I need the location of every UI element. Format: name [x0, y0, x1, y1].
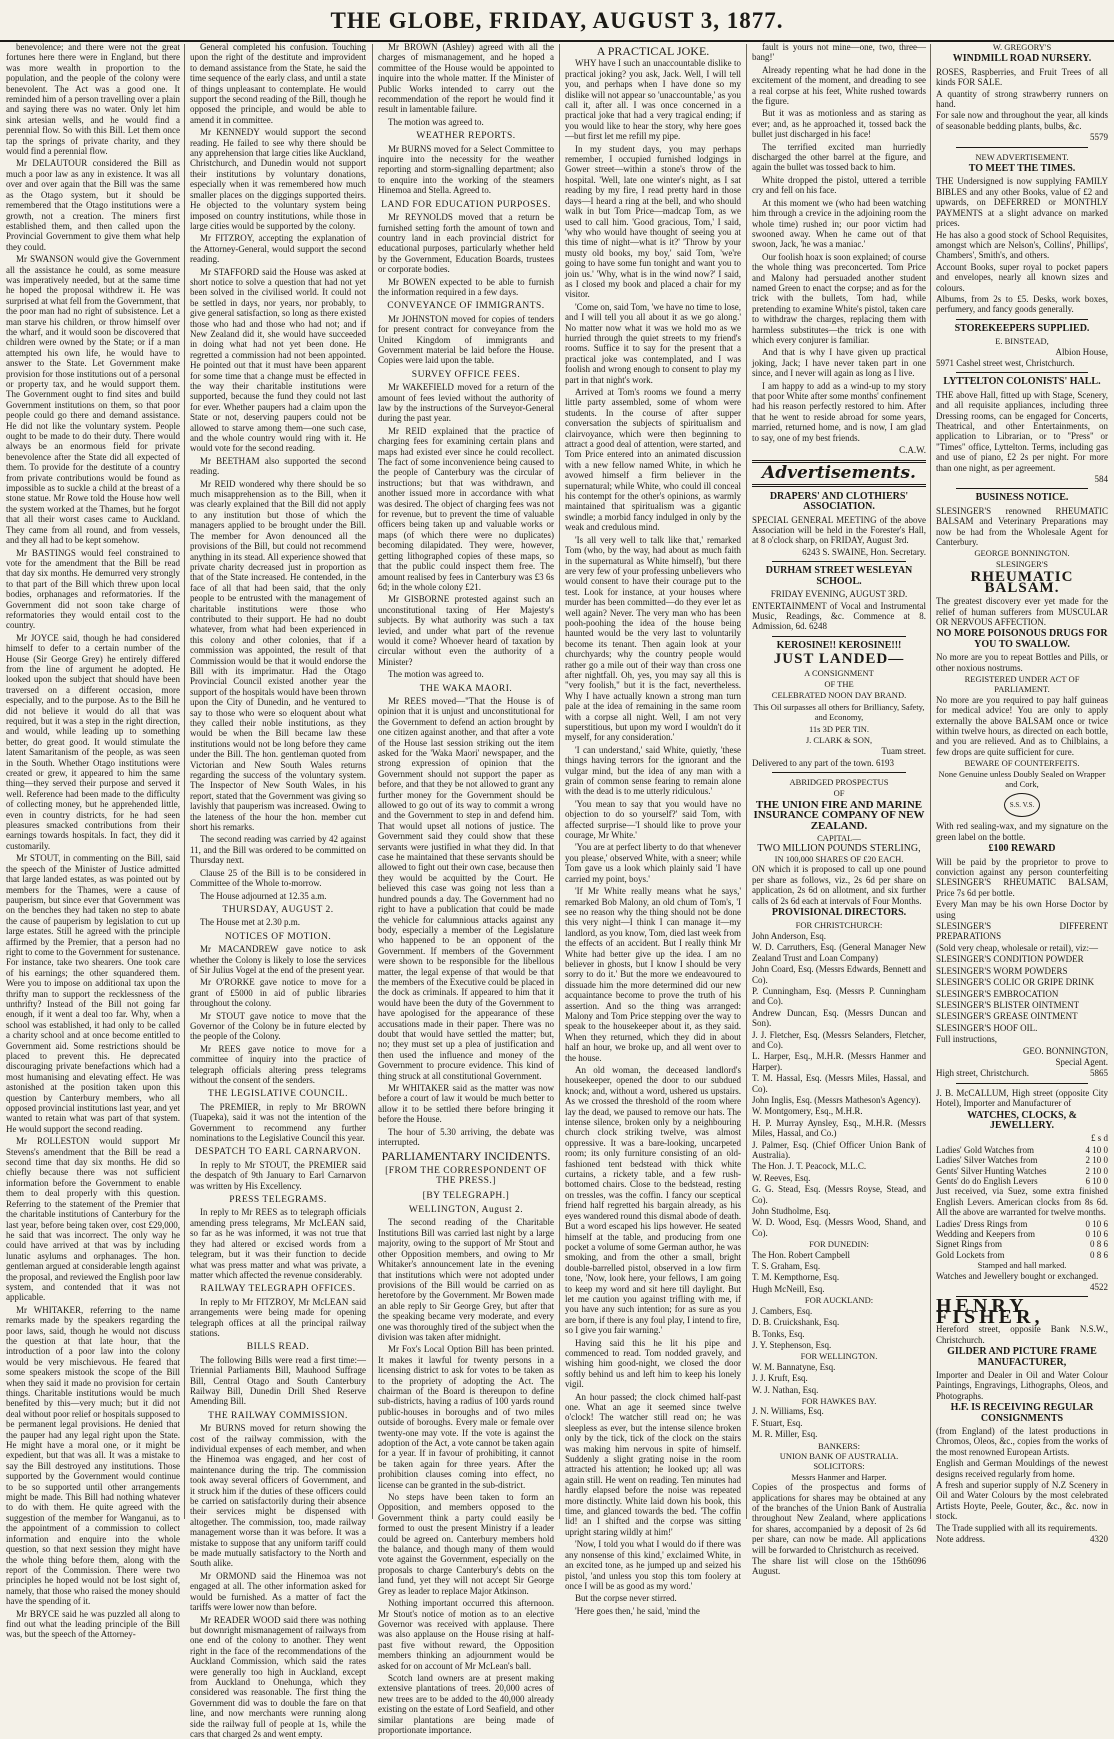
- director-name: L. Harper, Esq., M.H.R. (Messrs Hanmer and Harper).: [752, 1051, 926, 1072]
- union-title: THE UNION FIRE AND MARINE INSURANCE COMPANY OF NEW ZEALAND.: [752, 800, 926, 831]
- price-item: Ladies' Dress Rings from: [936, 1219, 1027, 1229]
- paragraph: Mr REID explained that the practice of charging fees for examining certain plans and maps had existed ever since he could recollect. The fact of some inconvenience being caused to the people of Canterbury was the circular of instructions; but that was withdrawn, and another issued more in accordance with what was desired. The object of charging fees was not for revenue, but to prevent the time of valuable officers being taken up and valuable works or maps (of which there were no duplicates) becoming dilapidated. They were, however, getting lithographed copies of these maps, so that the public could inspect them free. The amount realised by fees in Canterbury was £3 6s 6d; in the whole colony £21.: [378, 426, 554, 593]
- director-name: T. M. Hassal, Esq. (Messrs Miles, Hassal, and Co).: [752, 1073, 926, 1094]
- business-notice-ad: [936, 493, 1108, 1078]
- solicitors-label: SOLICITORS:: [752, 1461, 926, 1471]
- paragraph: Mr STAFFORD said the House was asked at short notice to solve a question that had not yet been solved in the civilised world. It could not be settled in days, nor years, nor probably, to give general satisfaction, so long as there existed those who had and those who had not; and if New Zealand did it, she would have succeeded in doing what had not yet been done. He regretted a commission had not been appointed. He pointed out that it must have been apparent for some time that a change must be effected in the way their charitable institutions were supported, because the fund they could not last for ever. Whether paupers had a claim upon the State or not, deserving paupers could not be allowed to starve among them—one such case, and the whole country would ring with it. He would vote for the second reading.: [190, 267, 366, 454]
- story-continuation: [752, 42, 926, 455]
- paragraph: 'Here goes then,' he said, 'mind the: [565, 1606, 741, 1616]
- paragraph: Mr BOWEN expected to be able to furnish the information required in a few days.: [378, 277, 554, 298]
- paragraph: The motion was agreed to.: [378, 669, 554, 679]
- paragraph: Mr REID wondered why there should be so much misapprehension as to the Bill, when it was clearly explained that the Bill did not apply to any institution but those of which the managers applied to be brought under the Bill. The member for Avon denounced all the provisions of the Bill, but could not recommend anything in its stead. All experience showed that private charity decreased just in proportion as that of the State increased. He contended, in the face of all that had been said, that the only people to be entrusted with the management of charitable institutions were those who contributed to their support. He had no doubt whatever, from what had been experienced in this colony and other colonies, that if a commission was appointed, the result of that Commission would be that it would endorse the Bill with its imprimatur. Had the Otago Provincial Council existed another year the support of the hospitals would have been thrown upon the City of Dunedin, and he ventured to say to those who were so eloquent about what they called their noble institutions, as they would be when the Bill became law these institutions would not be long before they came under the Bill. The hon. gentleman quoted from Victorian and New South Wales returns regarding the success of the voluntary system. The Inspector of New South Wales, in his report, stated that the Government was giving so lavishly that pauperism was increased. Owing to the lateness of the hour the hon. member cut short his remarks.: [190, 479, 366, 833]
- column-4: [565, 42, 741, 1522]
- instructions: Full instructions,: [936, 1034, 1108, 1044]
- lyttelton-body: THE above Hall, fitted up with Stage, Scenery, and all requisite appliances, including three Dressing rooms, can be engaged for Concerts, Theatrical, and other Entertainments, on application to Librarian, or to "Press" or "Times" office, Lyttelton. Terms, including gas and use of piano, £2 2s per night. For more than one night, as per agreement.: [936, 390, 1108, 473]
- store-name: E. BINSTEAD,: [936, 336, 1108, 346]
- times-body-2: He has also a good stock of School Requisites, amongst which are Nelson's, Collins', Phillips', Chambers', Smith's, and others.: [936, 230, 1108, 261]
- paragraph: Mr JOHNSTON moved for copies of tenders for present contract for conveyance from the United Kingdom of immigrants and Government material be laid before the House. Copies were laid upon the table.: [378, 314, 554, 366]
- paragraph: Mr BROWN (Ashley) agreed with all the charges of mismanagement, and he hoped a committee of the House would be appointed to inquire into the whole matter. If the Minister of Public Works intended to carry out the recommendation of the report he would find it result in lamentable failure.: [378, 42, 554, 115]
- paragraph: The second reading of the Charitable Institutions Bill was carried last night by a large majority, owing to the support of Mr Stout and other Opposition members, and owing to Mr Whitaker's announcement late in the evening that institutions which were not adopted under provisions of the Bill would be carried on as heretofore by the Government. Mr Bowen made an able reply to Sir George Grey, but after that the speaking became very moderate, and every one was thoroughly tired of the subject when the division was taken after midnight.: [378, 1217, 554, 1342]
- paragraph: White dropped the pistol, uttered a terrible cry and fell on his face.: [752, 175, 926, 196]
- paragraph: Nothing important occurred this afternoon. Mr Stout's notice of motion as to an elective Governor was received with applause. There was also applause on the House rising at half-past five without reward, the Opposition members thinking an adjournment would be asked for on account of Mr McLean's ball.: [378, 1598, 554, 1671]
- kerosine-of: OF THE: [752, 679, 926, 689]
- price-row: [936, 1219, 1108, 1229]
- director-name: M. R. Miller, Esq.: [752, 1429, 926, 1439]
- paragraph: 'Come on, said Tom, 'we have no time to lose, and I will tell you all about it as we go along.' No matter now what it was we hold mo as we hurried through the quiet streets to my friend's rooms. Suffice it to say for the present that a practical joke was contemplated, and I was foolish and wrong enough to consent to play my part in that night's work.: [565, 302, 741, 385]
- business-name: GEORGE BONNINGTON.: [936, 548, 1108, 558]
- kerosine-sign: J. CLARK & SON,: [752, 735, 926, 745]
- paragraph: Our foolish hoax is soon explained; of course the whole thing was preconcerted. Tom Price and Malony had persuaded another student named Green to enact the corpse; and as for the trick with the bullets, Tom had, while pretending to examine White's pistol, taken care to withdraw the charges, replacing them with harmless substitutes—the trick is one with which every conjurer is familiar.: [752, 252, 926, 346]
- rheumatic-line-2: No more are you required to pay half guineas for medical advice! You are only to apply externally the above BALSAM once or twice within twelve hours, as directed on each bottle, and you are relieved. And as to Chilblains, a few drops are quite sufficient for cure.: [936, 695, 1108, 757]
- bonnington-sign: GEO. BONNINGTON,: [936, 1046, 1108, 1056]
- price-value: 2 10 0: [1086, 1155, 1109, 1165]
- fisher-title: GILDER AND PICTURE FRAME MANUFACTURER,: [936, 1347, 1108, 1368]
- kerosine-consignment: A CONSIGNMENT: [752, 668, 926, 678]
- gregory-body-3: For sale now and throughout the year, all kinds of seasonable bedding plants, bulbs, &c.: [936, 110, 1108, 131]
- bonnington-number: 5865: [1090, 1068, 1108, 1078]
- section-heading: THE WAKA MAORI.: [378, 684, 554, 694]
- section-heading: LAND FOR EDUCATION PURPOSES.: [378, 200, 554, 210]
- paragraph: Mr STOUT, in commenting on the Bill, said the speech of the Minister of Justice admitted that large landed estates, as was pointed out by members for the Thames, were a cause of pauperism, but since ever that Government was on the benches they had taken no step to abate the cause of pauperism by legislation to cut up large estates. Still he agreed with the principle affirmed by the Premier, that a person had no right to come to the Government for sustenance. For instance, take two shearers. One took care of his earnings; the other squandered them. Were you to impose on additional tax upon the thrifty man to support the recklessness of the unthrifty? Instead of the Bill not going far enough, if it went a deal too far. Why, when a school was established, it had only to be called a charity school and at once become entitled to Government aid. Some restrictions should be placed to prevent this. He deprecated discouraging private benefactions which had a most humanising and elevating effect. He was astonished at the position taken upon this question by Canterbury members, who all opposed provincial institutions last year, and yet wanted to retain what was part of that system. He would support the second reading.: [6, 853, 180, 1134]
- paragraph: Mr SWANSON would give the Government all the assistance he could, as some measure was imperatively needed, but at the same time he hoped the proposal withdrew it. He was surprised at what fell from the Government, that the poor man had no right of subsistence. Let a man starve his children, or throw himself over the wharf, and it would soon be discovered that children were owned by the State; or if a man attempted his own life, he would have to answer to the State. Let Government make provision for those institutions out of a personal or property tax, and he would support them. The Government ought to find sites and build Government institutions on them, so that poor people could go there and demand assistance. He did not like the voluntary system. People ought to be made to do their duty. There would always be an enormous field for private benevolence after the State did all expected of them. To provide for the destitute of a country from private contributions would be found as impossible as to suckle a child at the breast of a stone statue. Mr Rowe told the House how well the system worked at the Thames, but he forgot that all their worst cases came to Auckland. They came from all round, and from vessels, and they all had to be kept somehow.: [6, 254, 180, 545]
- paragraph: In reply to Mr STOUT, the PREMIER said the despatch of 9th January to Earl Carnarvon was written by His Excellency.: [190, 1160, 366, 1191]
- kerosine-price: 11s 3D PER TIN.: [752, 724, 926, 734]
- paragraph: 'Is all very well to talk like that,' remarked Tom (who, by the way, had about as much faith in the supernatural as White himself), 'but there are very few of your professing unbelievers who would consent to have their courage put to the test. Look for instance, at your houses where murder has been committed—do they ever let as well again? Never. The very man who has been pooh-poohing the idea of the house being haunted would be the very last to voluntarily become its tenant. Then again look at your churchyards; why the country people would rather go a mile out of their way than cross one after nightfall. Oh, yes, you may say all this is "very foolish," but it is the fact, nevertheless. Why I have actually known a strong man turn pale at the idea of remaining in the same room with a corpse all night. Well, I am not very superstitious, but upon my word I wouldn't do it myself, for any consideration.': [565, 535, 741, 743]
- paragraph: Mr WHITAKER, referring to the name remarks made by the speakers regarding the poor laws, said, though he would not discuss the question at that late hour, that the introduction of a poor law into the colony would be very mischievous. He feared that some speakers mistook the scope of the Bill when they said it made no provision for certain things. Charitable institutions would be much benefited by this—very much; but it did not deal without poor relief or hospitals supposed to be permanent legal provisions. He denied that the pauper had any legal right upon the State. He might have a moral one, or it might be expedient, but that was all. It was a mistake to say the Bill destroyed any institutions. Those supported by the Government would continue to be so supported until other arrangements might be made. This Bill had nothing whatever to do with them. He quite agreed with the suggestion of the member for Wanganui, as to the appointment of a commission to collect information and enquire into the whole question, so that next session they might have the whole thing before them, along with the report of the Commission. There were two principles he hoped would not be lost sight of, namely, that those who raised the money should have the spending of it.: [6, 1305, 180, 1607]
- auckland-directors: [752, 1306, 926, 1351]
- prospectus-title: ABRIDGED PROSPECTUS: [752, 777, 926, 787]
- kerosine-street: Tuam street.: [752, 746, 926, 756]
- kerosine-title: KEROSINE!! KEROSINE!!!: [752, 641, 926, 651]
- section-heading: WELLINGTON, August 2.: [378, 1205, 554, 1215]
- price-value: 6 10 0: [1086, 1176, 1109, 1186]
- business-body: SLESINGER'S renowned RHEUMATIC BALSAM and Veterinary Preparations may now be had from the Wholesale Agent for Canterbury.: [936, 506, 1108, 548]
- slesinger-title: SLESINGER'S: [936, 559, 1108, 569]
- section-heading: THE LEGISLATIVE COUNCIL.: [190, 1089, 366, 1099]
- horse-doctor: Every Man may be his own Horse Doctor by using: [936, 899, 1108, 920]
- paragraph: Arrived at Tom's rooms we found a merry little party assembled, some of whom were students. In the course of after supper conversation the subjects of spiritualism and clairvoyance, which were then beginning to attract a good deal of attention, were started, and Tom Price entered into an animated discussion with a new fellow named White, in which he avowed himself a firm believer in the supernatural; while White, who could ill conceal his contempt for the other's opinions, as warmly maintained that spiritualism was a gigantic swindle; a morbid fancy indulged in only by the weak and credulous mind.: [565, 387, 741, 533]
- store-address: 5971 Cashel street west, Christchurch.: [936, 358, 1108, 368]
- paragraph: Mr KENNEDY would support the second reading. He failed to see why there should be any apprehension that large cities like Auckland, Christchurch, and Dunedin would not support their institutions by voluntary donations, especially when it was remembered how much smaller places on the diggings supported theirs. He objected to the voluntary system being imposed on country institutions, while those in large cities would be supported by the colony.: [190, 127, 366, 231]
- price-value: 0 8 6: [1090, 1250, 1108, 1260]
- paragraph: Mr WHITAKER said as the matter was now before a court of law it would be much better to allow it to be settled there before bringing it before the House.: [378, 1083, 554, 1125]
- for-christchurch: FOR CHRISTCHURCH:: [752, 920, 926, 930]
- paragraph: Mr JOYCE said, though he had considered himself to defer to a certain number of the House (Sir George Grey) he entirely differed from the line of argument he adopted. He looked upon the subject that should have been traversed on a different occasion, more especially, and to the purpose. As to the Bill he did not believe it would do all that was required, but it was a step in the right direction, and would, while leading up to something better, do great good. It would stimulate the latent Samaritanism of the people, as was seen in the South. Whether Otago institutions were created or grew, it appeared to him the same thing—they served their purpose and served it well. Reference had been made to the difficulty of collecting money, but he apprehended little, even in country districts, for he had seen pleasures smacked contributions from their earnings towards hospitals. In fact, they did it customarily.: [6, 633, 180, 852]
- divider: [772, 772, 906, 773]
- paragraph: The House met at 2.30 p.m.: [190, 917, 366, 927]
- section-heading: PRESS TELEGRAMS.: [190, 1195, 366, 1205]
- paragraph: The second reading was carried by 42 against 11, and the Bill was ordered to be committed on Thursday next.: [190, 834, 366, 865]
- paragraph: The motion was agreed to.: [378, 117, 554, 127]
- paragraph: Mr BASTINGS would feel constrained to vote for the amendment that the Bill be read that day six months. He demurred very strongly to that part of the Bill which threw upon local bodies, orphanages and reformatories. If the Government did not soon take charge of reformatories they would entail cost to the country.: [6, 548, 180, 631]
- stamped: Stamped and hall marked.: [936, 1260, 1108, 1270]
- director-name: W. Montgomery, Esq., M.H.R.: [752, 1106, 926, 1116]
- price-item: Gold Lockets from: [936, 1250, 1004, 1260]
- dunedin-directors: [752, 1250, 926, 1295]
- gregory-ad: [936, 42, 1108, 143]
- paragraph: Mr ROLLESTON would support Mr Stevens's amendment that the Bill be read a second time that day six months. He did so chiefly because there was not sufficient information before the Government to enable them to deal properly with this question. Referring to the statement of the Premier that the charitable institutions of Canterbury for the last year, before being taken over, cost £29,000, he said that was incorrect. The only way he could have arrived at that was by including lunatic asylums and orphanages. The hon. gentleman argued at considerable length against the proposal, and reviewed the English poor law system, and contended that it was not applicable.: [6, 1136, 180, 1303]
- price-list: [936, 1219, 1108, 1261]
- paragraph: An old woman, the deceased landlord's housekeeper, opened the door to our subdued knock; and, without a word, ushered us upstairs. As we crossed the threshold of the room where lay the dead, we paused to remove our hats. The intense silence, broken only by a neighbouring church clock striking twelve, was almost oppressive. It was a bare-looking, uncarpeted room; its only furniture consisting of an old-fashioned tent bedstead with thick white curtains, a rickety table, and a few rush-bottomed chairs. Close to the bedstead, resting on tressles, was the coffin. I fancy our sceptical friend half regretted his bargain already, as his eyes wandered round this dismal abode of death. But a word escaped his lips however. He seated himself at the table, and producing from one pocket a volume of some German author, he was smoking, and from the other a small, bright double-barrelled pistol, observed in a low firm tone, 'Now, look here, your fellows, I am going to keep my word and sit here till daylight. But let me caution you against trifling with me, if you have any such intention; for as sure as you are born, if there is any foul play, I intend to fire, so I give you fair warning.': [565, 1065, 741, 1336]
- bankers-label: BANKERS:: [752, 1441, 926, 1451]
- times-body: THE Undersigned is now supplying FAMILY BIBLES and any other Books, value of £2 and upwards, on DEFERRED or MONTHLY PAYMENTS at a slight advance on marked prices.: [936, 176, 1108, 228]
- paragraph: At this moment we (who had been watching him through a crevice in the adjoining room the whole time) rushed in; our poor victim had swooned away. When he came out of that swoon, Jack, 'he was a maniac.': [752, 198, 926, 250]
- paragraph: Mr WAKEFIELD moved for a return of the amount of fees levied without the authority of law by the instructions of the Surveyor-General during the past year.: [378, 382, 554, 424]
- paragraph: But it was as motionless and as staring as ever; and, as he approached it, tossed back the bullet just discharged in his face!: [752, 108, 926, 139]
- new-advertisement: NEW ADVERTISEMENT.: [936, 152, 1108, 162]
- lyttelton-title: LYTTELTON COLONISTS' HALL.: [936, 377, 1108, 387]
- paragraph: fault is yours not mine—one, two, three—bang!': [752, 42, 926, 63]
- christchurch-directors: [752, 931, 926, 1238]
- paragraph: The House adjourned at 12.35 a.m.: [190, 891, 366, 901]
- section-heading: THURSDAY, AUGUST 2.: [190, 905, 366, 915]
- bonnington-agent: Special Agent.: [936, 1057, 1108, 1067]
- price-value: 0 8 6: [1090, 1239, 1108, 1249]
- lyttelton-ad: [936, 377, 1108, 484]
- paragraph: WHY have I such an unaccountable dislike to practical joking? you ask, Jack. Well, I will tell you, and perhaps when I have done so my dislike will not appear so 'unaccountable,' as you call it, after all. I was once concerned in a practical joke that had a very tragical ending; if you would like to hear the story, why here goes—but first let me refill my pipe.: [565, 58, 741, 141]
- director-name: W. J. Nathan, Esq.: [752, 1385, 926, 1395]
- for-wellington: FOR WELLINGTON.: [752, 1351, 926, 1361]
- preparation-item: SLESINGER'S GREASE OINTMENT: [936, 1011, 1108, 1021]
- drapers-sign: 6243 S. SWAINE, Hon. Secretary.: [752, 547, 926, 557]
- gregory-number: 5579: [936, 132, 1108, 142]
- director-name: W. Reeves, Esq.: [752, 1173, 926, 1183]
- fisher-address: Hereford street, opposite Bank N.S.W., Christchurch.: [936, 1324, 1108, 1345]
- union-body: ON which it is proposed to call up one pound per share as follows, viz., 2s 6d per share on application, 2s 6d on allotment, and six further calls of 2s 6d each at intervals of Four Months.: [752, 864, 926, 906]
- paragraph: 'You mean to say that you would have no objection to do so yourself?' said Tom, with affected surprise—'I should like to prove your courage, Mr White.': [565, 799, 741, 841]
- hf-body-4: The Trade supplied with all its requirements.: [936, 1523, 1108, 1533]
- paragraph: 'Now, I told you what I would do if there was any nonsense of this kind,' exclaimed White, in an excited tone, as he jumped up and seized his pistol, 'and unless you stop this tom foolery at once I will be as good as my word.': [565, 1539, 741, 1591]
- section-heading: BILLS READ.: [190, 1342, 366, 1352]
- price-item: Gents' Silver Hunting Watches: [936, 1166, 1046, 1176]
- paragraph: Mr BURNS moved for return showing the cost of the railway commission, with the individual expenses of each member, and when the Hinemoa was engaged, and her cost of maintenance during the trip. The commission took away several officers of Government, and it struck him if the duties of these officers could be carried on satisfactorily during their absence their services might be dispensed with altogether. The commission, too, made railway management worse than it was before. It was a mistake to suppose that any uniform tariff could be made mutually satisfactory to the North and South alike.: [190, 1423, 366, 1569]
- business-title: BUSINESS NOTICE.: [936, 493, 1108, 503]
- mccallum-body: J. B. McCALLUM, High street (opposite City Hotel), Importer and Manufacturer of: [936, 1088, 1108, 1109]
- durham-title: DURHAM STREET WESLEYAN SCHOOL.: [752, 566, 926, 587]
- reward-body: Will be paid by the proprietor to prove to conviction against any person counterfeiting SLESINGER'S RHEUMATIC BALSAM, Price 7s 6d per bottle.: [936, 857, 1108, 899]
- director-name: John Studholme, Esq.: [752, 1206, 926, 1216]
- store-title: STOREKEEPERS SUPPLIED.: [936, 324, 1108, 334]
- kerosine-landed: JUST LANDED—: [752, 654, 926, 664]
- price-item: Signet Rings from: [936, 1239, 1002, 1249]
- director-name: B. Tonks, Esq.: [752, 1329, 926, 1339]
- price-value: 0 10 6: [1086, 1219, 1109, 1229]
- preparations-list: [936, 921, 1108, 1033]
- price-row: [936, 1250, 1108, 1260]
- section-heading: [BY TELEGRAPH.]: [378, 1191, 554, 1201]
- advertisements-heading: Advertisements.: [752, 468, 926, 478]
- paragraph: 'I can understand,' said White, quietly, 'these things having terrors for the ignorant and the vulgar mind, but the idea of any man with a grain of common sense fearing to remain alone with the dead is to me utterly ridiculous.': [565, 745, 741, 797]
- director-name: Andrew Duncan, Esq. (Messrs Duncan and Son).: [752, 1008, 926, 1029]
- price-header: £ s d: [936, 1133, 1108, 1143]
- director-name: John Anderson, Esq.: [752, 931, 926, 941]
- price-row: [936, 1155, 1108, 1165]
- counterfeits-body: None Genuine unless Doubly Sealed on Wrapper and Cork,: [936, 769, 1108, 790]
- paragraph: General completed his confusion. Touching upon the right of the destitute and improvident to demand assistance from the State, he said the time sequence of the early class, and until a state of things unpleasant to contemplate. He would support the second reading of the Bill, though he opposed the principle, and would be able to amend it in committee.: [190, 42, 366, 125]
- paragraph: Mr BRYCE said he was puzzled all along to find out what the leading principle of the Bill was, but the speech of the Attorney-: [6, 1609, 180, 1640]
- times-title: TO MEET THE TIMES.: [936, 164, 1108, 174]
- column-6: [936, 42, 1108, 1522]
- for-hawkes-bay: FOR HAWKES BAY.: [752, 1396, 926, 1406]
- hf-body-3: A fresh and superior supply of N.Z Scenery in Oil and Water Colours by the most celebrated Artists Hoyte, Peele, Gouter, &c., &c. now in stock.: [936, 1480, 1108, 1522]
- rheumatic-body: The greatest discovery ever yet made for the relief of human sufferers from MUSCULAR OR NERVOUS AFFECTION.: [936, 596, 1108, 627]
- capital-label: CAPITAL—: [752, 833, 926, 843]
- price-row: [936, 1166, 1108, 1176]
- price-item: Wedding and Keepers from: [936, 1229, 1035, 1239]
- paragraph: No steps have been taken to form an Opposition, and members opposed to the Government think a party could easily be formed to oust the present Ministry if a leader could be agreed on. Canterbury members hold the balance, and though many of them would vote against the Government, especially on the proposals to charge Canterbury's debts on the land fund, yet they will not accept Sir George Grey as leader to replace Major Atkinson.: [378, 1492, 554, 1596]
- section-heading: DESPATCH TO EARL CARNARVON.: [190, 1147, 366, 1157]
- times-ad: [936, 152, 1108, 315]
- column-2: [190, 42, 366, 1522]
- fisher-number: 4320: [1090, 1534, 1108, 1544]
- paragraph: I am happy to add as a wind-up to my story that poor White after some months' confinement had his reason perfectly restored to him. After that he went to reside abroad for some years, married, returned home, and is now, I am glad to say, one of my best friends.: [752, 381, 926, 443]
- section-heading: WEATHER REPORTS.: [378, 131, 554, 141]
- mccallum-number: 4522: [936, 1282, 1108, 1292]
- director-name: P. Cunningham, Esq. (Messrs P. Cunningham and Co).: [752, 986, 926, 1007]
- director-name: J. J. Fletcher, Esq. (Messrs Selanders, Fletcher, and Co).: [752, 1030, 926, 1051]
- note-address: Note address.: [936, 1534, 985, 1544]
- paragraph: An hour passed; the clock chimed half-past one. What an age it seemed since twelve o'clock! The watcher still read on; he was sleepless as ever, but the intense silence broken only by the tick, tick of the clock on the stairs was making him nervous in spite of himself. Suddenly a slight grating noise in the room attracted his attention; he looked up; all was again still. He went on reading. Ten minutes had hardly elapsed before the noise was repeated more distinctly. White laid down his book, this time, and glanced towards the bed. 'The coffin lid! an I shifted and the corpse was sitting upright staring wildly at him!': [565, 1392, 741, 1538]
- paragraph: In reply to Mr FITZROY, Mr McLEAN said arrangements were being made for opening telegraph offices at all the principal railway stations.: [190, 1297, 366, 1339]
- paragraph: Clause 25 of the Bill is to be considered in Committee of the Whole to-morrow.: [190, 868, 366, 889]
- paragraph: In reply to Mr REES as to telegraph officials amending press telegrams, Mr McLEAN said, so far as he was informed, it was not true that they had altered or excised words from a telegram, but it was their function to decide what was press matter and what was private, a matter which affected the revenue considerably.: [190, 1207, 366, 1280]
- paragraph: Mr Fox's Local Option Bill has been printed. It makes it lawful for twenty persons in a licensing district to ask for votes to be taken as to the propriety of adopting the Act. The chairman of the Board is thereupon to define sub-districts, having a radius of 100 yards round public-houses in boroughs and of two miles outside of boroughs. Every male or female over twenty-one may vote. If the vote is against the adoption of the Act, a vote cannot be taken again for a year. If in favour of prohibiting, it cannot be taken again for three years. After the prohibition clauses coming into effect, no license can be granted in the sub-district.: [378, 1344, 554, 1490]
- preparation-item: SLESINGER'S BLISTER OINTMENT: [936, 1000, 1108, 1010]
- reward: £100 REWARD: [936, 844, 1108, 854]
- lyttelton-number: 584: [936, 474, 1108, 484]
- kerosine-body: This Oil surpasses all others for Brilliancy, Safety, and Economy,: [752, 702, 926, 723]
- paragraph: In my student days, you may perhaps remember, I occupied furnished lodgings in Gower street—within a stone's throw of the hospital. 'Well, late one winter's night, as I sat reading by my fire, I read pretty hard in those days—I heard a ring at the bell, and who should walk in but Tom Price—madcap Tom, as we used to call him. 'Good gracious, Tom,' I said, 'why who would have thought of seeing you at this time of night—what is it?' 'Throw by your musty old books, my boy,' said Tom, 'we're going to have some fun tonight and want you to join us.' 'Why, what is in the wind now?' I said, as I closed my book and placed a chair for my visitor.: [565, 144, 741, 300]
- section-heading: SURVEY OFFICE FEES.: [378, 370, 554, 380]
- times-body-3: Account Books, super royal to pocket papers and envelopes, nearly all known sizes and colours.: [936, 262, 1108, 293]
- registered: REGISTERED UNDER ACT OF PARLIAMENT.: [936, 674, 1108, 695]
- fisher-body: Importer and Dealer in Oil and Water Colour Paintings, Engravings, Lithographs, Oleos, and Photographs.: [936, 1370, 1108, 1401]
- gregory-body: ROSES, Raspberries, and Fruit Trees of all kinds FOR SALE.: [936, 67, 1108, 88]
- paragraph: Scotch land owners are at present making extensive plantations of trees. 20,000 acres of new trees are to be added to the 40,000 already existing on the estate of Lord Seafield, and other similar plantations are being made of proportionate importance.: [378, 1673, 554, 1735]
- hawkes-bay-directors: [752, 1406, 926, 1439]
- paragraph: Mr MACANDREW gave notice to ask whether the Colony is likely to lose the services of Sir Julius Vogel at the end of the present year.: [190, 944, 366, 975]
- director-name: D. B. Cruickshank, Esq.: [752, 1317, 926, 1327]
- masthead-title: THE GLOBE, FRIDAY, AUGUST 3, 1877.: [0, 8, 1114, 34]
- paragraph: Mr ORMOND said the Hinemoa was not engaged at all. The other information asked for would be furnished. As a matter of fact the tariffs were lower now than before.: [190, 1571, 366, 1613]
- director-name: J. J. Kruft, Esq.: [752, 1373, 926, 1383]
- drapers-ad: [752, 492, 926, 557]
- divider: [772, 561, 906, 562]
- preparation-item: SLESINGER'S CONDITION POWDER: [936, 954, 1108, 964]
- paragraph: The hour of 5.30 arriving, the debate was interrupted.: [378, 1127, 554, 1148]
- wellington-directors: [752, 1362, 926, 1395]
- paragraph: Mr BEETHAM also supported the second reading.: [190, 456, 366, 477]
- paragraph: Mr GISBORNE protested against such an unconstitutional taxing of Her Majesty's subjects. By what authority was such a tax levied, and under what part of the revenue would it come? Whoever heard of taxation by circular without even the authority of a Minister?: [378, 594, 554, 667]
- fisher-name: HENRY FISHER,: [936, 1301, 1108, 1322]
- price-item: Gents' do do English Levers: [936, 1176, 1038, 1186]
- section-heading: CONVEYANCE OF IMMIGRANTS.: [378, 301, 554, 311]
- divider: [752, 484, 926, 487]
- seal-text: S.S. V.S.: [1010, 800, 1034, 810]
- director-name: T. M. Kempthorne, Esq.: [752, 1272, 926, 1282]
- masthead: [0, 0, 1114, 42]
- kerosine-ad: [752, 641, 926, 768]
- price-value: 4 10 0: [1086, 1145, 1109, 1155]
- union-foot: Copies of the prospectus and forms of applications for shares may be obtained at any of the branches of the Union Bank of Australia throughout New Zealand, where applications for shares, accompanied by a deposit of 2s 6d per share, can now be made. All applications will be forwarded to Christchurch as received.: [752, 1482, 926, 1555]
- director-name: J. Y. Stephenson, Esq.: [752, 1340, 926, 1350]
- gregory-sub: WINDMILL ROAD NURSERY.: [936, 54, 1108, 64]
- price-value: 0 10 6: [1086, 1229, 1109, 1239]
- preparation-item: SLESINGER'S DIFFERENT PREPARATIONS: [936, 921, 1108, 942]
- paragraph: Having said this he lit his pipe and commenced to read. Tom nodded gravely, and wishing him good-night, we closed the door softly behind us and left him to keep his lonely vigil.: [565, 1338, 741, 1390]
- price-row: [936, 1239, 1108, 1249]
- paragraph: And that is why I have given up practical joking, Jack; I have never taken part in one since, and I never will again as long as I live.: [752, 347, 926, 378]
- shares: IN 100,000 SHARES OF £20 EACH.: [752, 854, 926, 864]
- exchanged: Watches and Jewellery bought or exchanged.: [936, 1271, 1108, 1281]
- rheumatic-line-1: No more are you to repeat Bottles and Pills, or other noxious nostrums.: [936, 652, 1108, 673]
- director-name: G. G. Stead, Esq. (Messrs Royse, Stead, and Co).: [752, 1184, 926, 1205]
- paragraph: 'If Mr White really means what he says,' remarked Bob Malony, an old chum of Tom's, 'I see no reason why the thing should not be done this very night—I think I can manage it—my landlord, as you know, Tom, died last week from the effects of an accident. But I really think Mr White had better give up the idea. I am no believer in ghosts, but I know I should be very sorry to do it.' But the more we endeavoured to dissuade him the more determined did our new acquaintance become to prove the truth of his assertion. And so the thing was arranged: Malony and Tom Price stepping over the way to speak to the housekeeper about it, as they said. When they returned, which they did in about half an hour, we broke up, and all went over to the house.: [565, 886, 741, 1063]
- column-3: [378, 42, 554, 1522]
- price-row: [936, 1229, 1108, 1239]
- section-heading: [FROM THE CORRESPONDENT OF THE PRESS.]: [378, 1166, 554, 1187]
- directors-title: PROVISIONAL DIRECTORS.: [752, 908, 926, 918]
- director-name: The Hon. Robert Campbell: [752, 1250, 926, 1260]
- seal-body: With red sealing-wax, and my signature on the green label on the bottle.: [936, 821, 1108, 842]
- price-list: [936, 1145, 1108, 1187]
- section-heading: RAILWAY TELEGRAPH OFFICES.: [190, 1284, 366, 1294]
- store-sub: Albion House,: [936, 347, 1108, 357]
- durham-body: ENTERTAINMENT of Vocal and Instrumental Music, Readings, &c. Commence at 8. Admission, 6d. 6248: [752, 601, 926, 632]
- hf-body: (from England) of the latest productions in Chromos, Oleos, &c., copies from the works of the most renowned European Artists.: [936, 1426, 1108, 1457]
- paragraph: The terrified excited man hurriedly discharged the other barrel at the figure, and again the bullet was tossed back to him.: [752, 142, 926, 173]
- drapers-title: DRAPERS' AND CLOTHIERS' ASSOCIATION.: [752, 492, 926, 513]
- paragraph: Mr BURNS moved for a Select Committee to inquire into the necessity for the weather reporting and storm-signalling department; also to enquire into the working of the steamers Hinemoa and Stella. Agreed to.: [378, 144, 554, 196]
- fisher-ad: [936, 1301, 1108, 1544]
- paragraph: Mr DELAUTOUR considered the Bill as much a poor law as any in existence. It was all over and over again that the Bill was the same as the Otago system, but it should be remembered that the Otago institutions were a growth, not a creation. The miners first established them, and then called upon the Provincial Government to give them what help they could.: [6, 158, 180, 252]
- director-name: J. N. Williams, Esq.: [752, 1406, 926, 1416]
- for-dunedin: FOR DUNEDIN:: [752, 1239, 926, 1249]
- column-1: [6, 42, 180, 1522]
- kerosine-delivered: Delivered to any part of the town. 6193: [752, 758, 926, 768]
- director-name: J. Cambers, Esq.: [752, 1306, 926, 1316]
- paragraph: Already repenting what he had done in the excitement of the moment, and dreading to see a real corpse at his feet, White rushed towards the figure.: [752, 65, 926, 107]
- paragraph: Mr STOUT gave notice to move that the Governor of the Colony be in future elected by the people of the Colony.: [190, 1011, 366, 1042]
- bonnington-address: High street, Christchurch.: [936, 1068, 1029, 1078]
- director-name: T. S. Graham, Esq.: [752, 1261, 926, 1271]
- price-value: 2 10 0: [1086, 1166, 1109, 1176]
- director-name: John Inglis, Esq. (Messrs Matheson's Agency).: [752, 1095, 926, 1105]
- union-number: 6096: [908, 1556, 926, 1577]
- drapers-body: SPECIAL GENERAL MEETING of the above Association will be held in the Forester's Hall, at 8 o'clock sharp, on FRIDAY, August 3rd.: [752, 515, 926, 546]
- director-name: John Coard, Esq. (Messrs Edwards, Bennett and Co).: [752, 964, 926, 985]
- solicitors: Messrs Hanmer and Harper.: [752, 1472, 926, 1482]
- preparation-item: SLESINGER'S EMBROCATION: [936, 989, 1108, 999]
- times-body-4: Albums, from 2s to £5. Desks, work boxes, perfumery, and fancy goods generally.: [936, 294, 1108, 315]
- paragraph: benevolence; and there were not the great fortunes here there were in England, but there was more wealth in proportion to the population, and the people of the colony were benevolent. The Act was a good one. It reminded him of a person travelling over a plain and saying there was no water. Only let him sink artesian wells, and he would find a perennial flow. So with this Bill. Let them once tap the springs of private charity, and they would find a perennial flow.: [6, 42, 180, 156]
- paragraph: The following Bills were read a first time:—Triennial Parliaments Bill, Mauhood Suffrage Bill, Central Otago and South Canterbury Railway Bill, Dunedin Drill Shed Reserve Amending Bill.: [190, 1355, 366, 1407]
- director-name: Hugh McNeill, Esq.: [752, 1284, 926, 1294]
- price-row: [936, 1145, 1108, 1155]
- preparation-item: SLESINGER'S WORM POWDERS: [936, 966, 1108, 976]
- paragraph: The PREMIER, in reply to Mr BROWN (Tuapeka), said it was not the intention of the Government to recommend any further nominations to the Legislative Council this year.: [190, 1102, 366, 1144]
- bankers: UNION BANK OF AUSTRALIA.: [752, 1451, 926, 1461]
- column-5: [752, 42, 926, 1522]
- mccallum-ad: [936, 1088, 1108, 1293]
- for-auckland: FOR AUCKLAND:: [752, 1295, 926, 1305]
- paragraph: Mr REYNOLDS moved that a return be furnished setting forth the amount of town and country land in each provincial district for educational purposes, particularly whether held by the Government, Education Boards, trustees or corporate bodies.: [378, 212, 554, 274]
- section-heading: NOTICES OF MOTION.: [190, 932, 366, 942]
- director-name: H. P. Murray Aynsley, Esq., M.H.R. (Messrs Miles, Hassal, and Co.): [752, 1118, 926, 1139]
- paragraph: But the corpse never stirred.: [565, 1593, 741, 1603]
- price-item: Ladies' Gold Watches from: [936, 1145, 1034, 1155]
- gregory-title: W. GREGORY'S: [936, 42, 1108, 52]
- counterfeits: BEWARE OF COUNTERFEITS.: [936, 758, 1108, 768]
- director-name: W. D. Wood, Esq. (Messrs Wood, Shand, and Co).: [752, 1217, 926, 1238]
- article-heading: A PRACTICAL JOKE.: [565, 46, 741, 56]
- price-item: Ladies' Silver Watches from: [936, 1155, 1037, 1165]
- kerosine-brand: CELEBRATED NOON DAY BRAND.: [752, 690, 926, 700]
- union-insurance-ad: [752, 777, 926, 1577]
- gregory-body-2: A quantity of strong strawberry runners on hand.: [936, 89, 1108, 110]
- rheumatic-balsam-title: RHEUMATIC BALSAM.: [936, 572, 1108, 593]
- union-close: The share list will close on the 15th August.: [752, 1556, 908, 1577]
- preparation-item: (Sold very cheap, wholesale or retail), viz:—: [936, 943, 1108, 953]
- hf-body-2: English and German Mouldings of the newest designs received regularly from home.: [936, 1458, 1108, 1479]
- prospectus-of: OF: [752, 788, 926, 798]
- preparation-item: SLESINGER'S HOOF OIL.: [936, 1023, 1108, 1033]
- section-heading: THE RAILWAY COMMISSION.: [190, 1411, 366, 1421]
- divider: [772, 636, 906, 637]
- paragraph: Mr REES moved—"That the House is of opinion that it is unjust and unconstitutional for the Government to defend an action brought by one citizen against another, and that after a vote of the House last session striking out the item asked for the 'Waka Maori' newspaper, and the strong expression of opinion that the Government should not support the paper as before, and that they be not allowed to grant any further money for the Government should be allowed to go out of its way to commit a wrong and the Government to step in and defend him. That would upset all notions of justice. The Government said they could show that these servants were justified in what they did. In that case he maintained that these servants should be allowed to fight out their own case, because then they would be acquitted by the Court. He believed this case was going not less than a hundred pounds a day. The Government had no right to have a publication that could be made the vehicle for calumnious attacks against any body, especially a member of the Legislature who happened to be an opponent of the Government. If members of the Government were shown to be responsible for the libellous matter, the legal expense of that would be that the members of the Executive could be placed in the dock as criminals. If appeared to him that it would have been the duty of the Government to have apologised for the appearance of these accusations made in their paper. There was no doubt that would have settled the matter; but, no; they must set up a plea of justification and then used the influence and money of the Government to procure evidence. This kind of thing struck at all constitutional Government.: [378, 696, 554, 1081]
- director-name: The Hon. J. T. Peacock, M.L.C.: [752, 1161, 926, 1171]
- durham-date: FRIDAY EVENING, AUGUST 3RD.: [752, 589, 926, 599]
- mccallum-mid: Just received, via Suez, some extra finished English Levers. American clocks from 8s 6d. All the above are warranted for twelve months.: [936, 1186, 1108, 1217]
- paragraph: Mr O'RORKE gave notice to move for a grant of £5000 in aid of public libraries throughout the colony.: [190, 977, 366, 1008]
- article-heading: PARLIAMENTARY INCIDENTS.: [378, 1151, 554, 1161]
- hf-title: H.F. IS RECEIVING REGULAR CONSIGNMENTS: [936, 1403, 1108, 1424]
- seal-icon: [1004, 793, 1040, 817]
- preparation-item: SLESINGER'S COLIC OR GRIPE DRINK: [936, 977, 1108, 987]
- director-name: W. D. Carruthers, Esq. (General Manager New Zealand Trust and Loan Company): [752, 942, 926, 963]
- capital-value: TWO MILLION POUNDS STERLING,: [752, 844, 926, 854]
- director-name: J. Palmer, Esq. (Chief Officer Union Bank of Australia).: [752, 1140, 926, 1161]
- director-name: W. M. Bannatyne, Esq.: [752, 1362, 926, 1372]
- no-more-drugs: NO MORE POISONOUS DRUGS FOR YOU TO SWALLOW.: [936, 629, 1108, 650]
- mccallum-title: WATCHES, CLOCKS, & JEWELLERY.: [936, 1111, 1108, 1132]
- director-name: F. Stuart, Esq.: [752, 1418, 926, 1428]
- paragraph: 'You are at perfect liberty to do that whenever you please,' observed White, with a sneer; while Tom gave us a look which plainly said 'I have carried my point, boys.': [565, 842, 741, 884]
- price-row: [936, 1176, 1108, 1186]
- paragraph: Mr FITZROY, accepting the explanation of the Attorney-General, would support the second reading.: [190, 233, 366, 264]
- signature: C.A.W.: [752, 445, 926, 455]
- durham-ad: [752, 566, 926, 631]
- paragraph: Mr READER WOOD said there was nothing but downright mismanagement of railways from one end of the colony to another. They went right in the face of the recommendations of the Auckland Commission, which said the rates were generally too high in Auckland, except from Auckland to Onehunga, which they considered was reasonable. The first thing the Government did was to double the fare on that line, and now merchants were running along side the railway full of people at 1s, while the cars that charged 2s and went empty.: [190, 1615, 366, 1739]
- storekeepers-ad: [936, 324, 1108, 369]
- paragraph: Mr REES gave notice to move for a committee of inquiry into the practice of telegraph officials altering press telegrams without the consent of the senders.: [190, 1044, 366, 1086]
